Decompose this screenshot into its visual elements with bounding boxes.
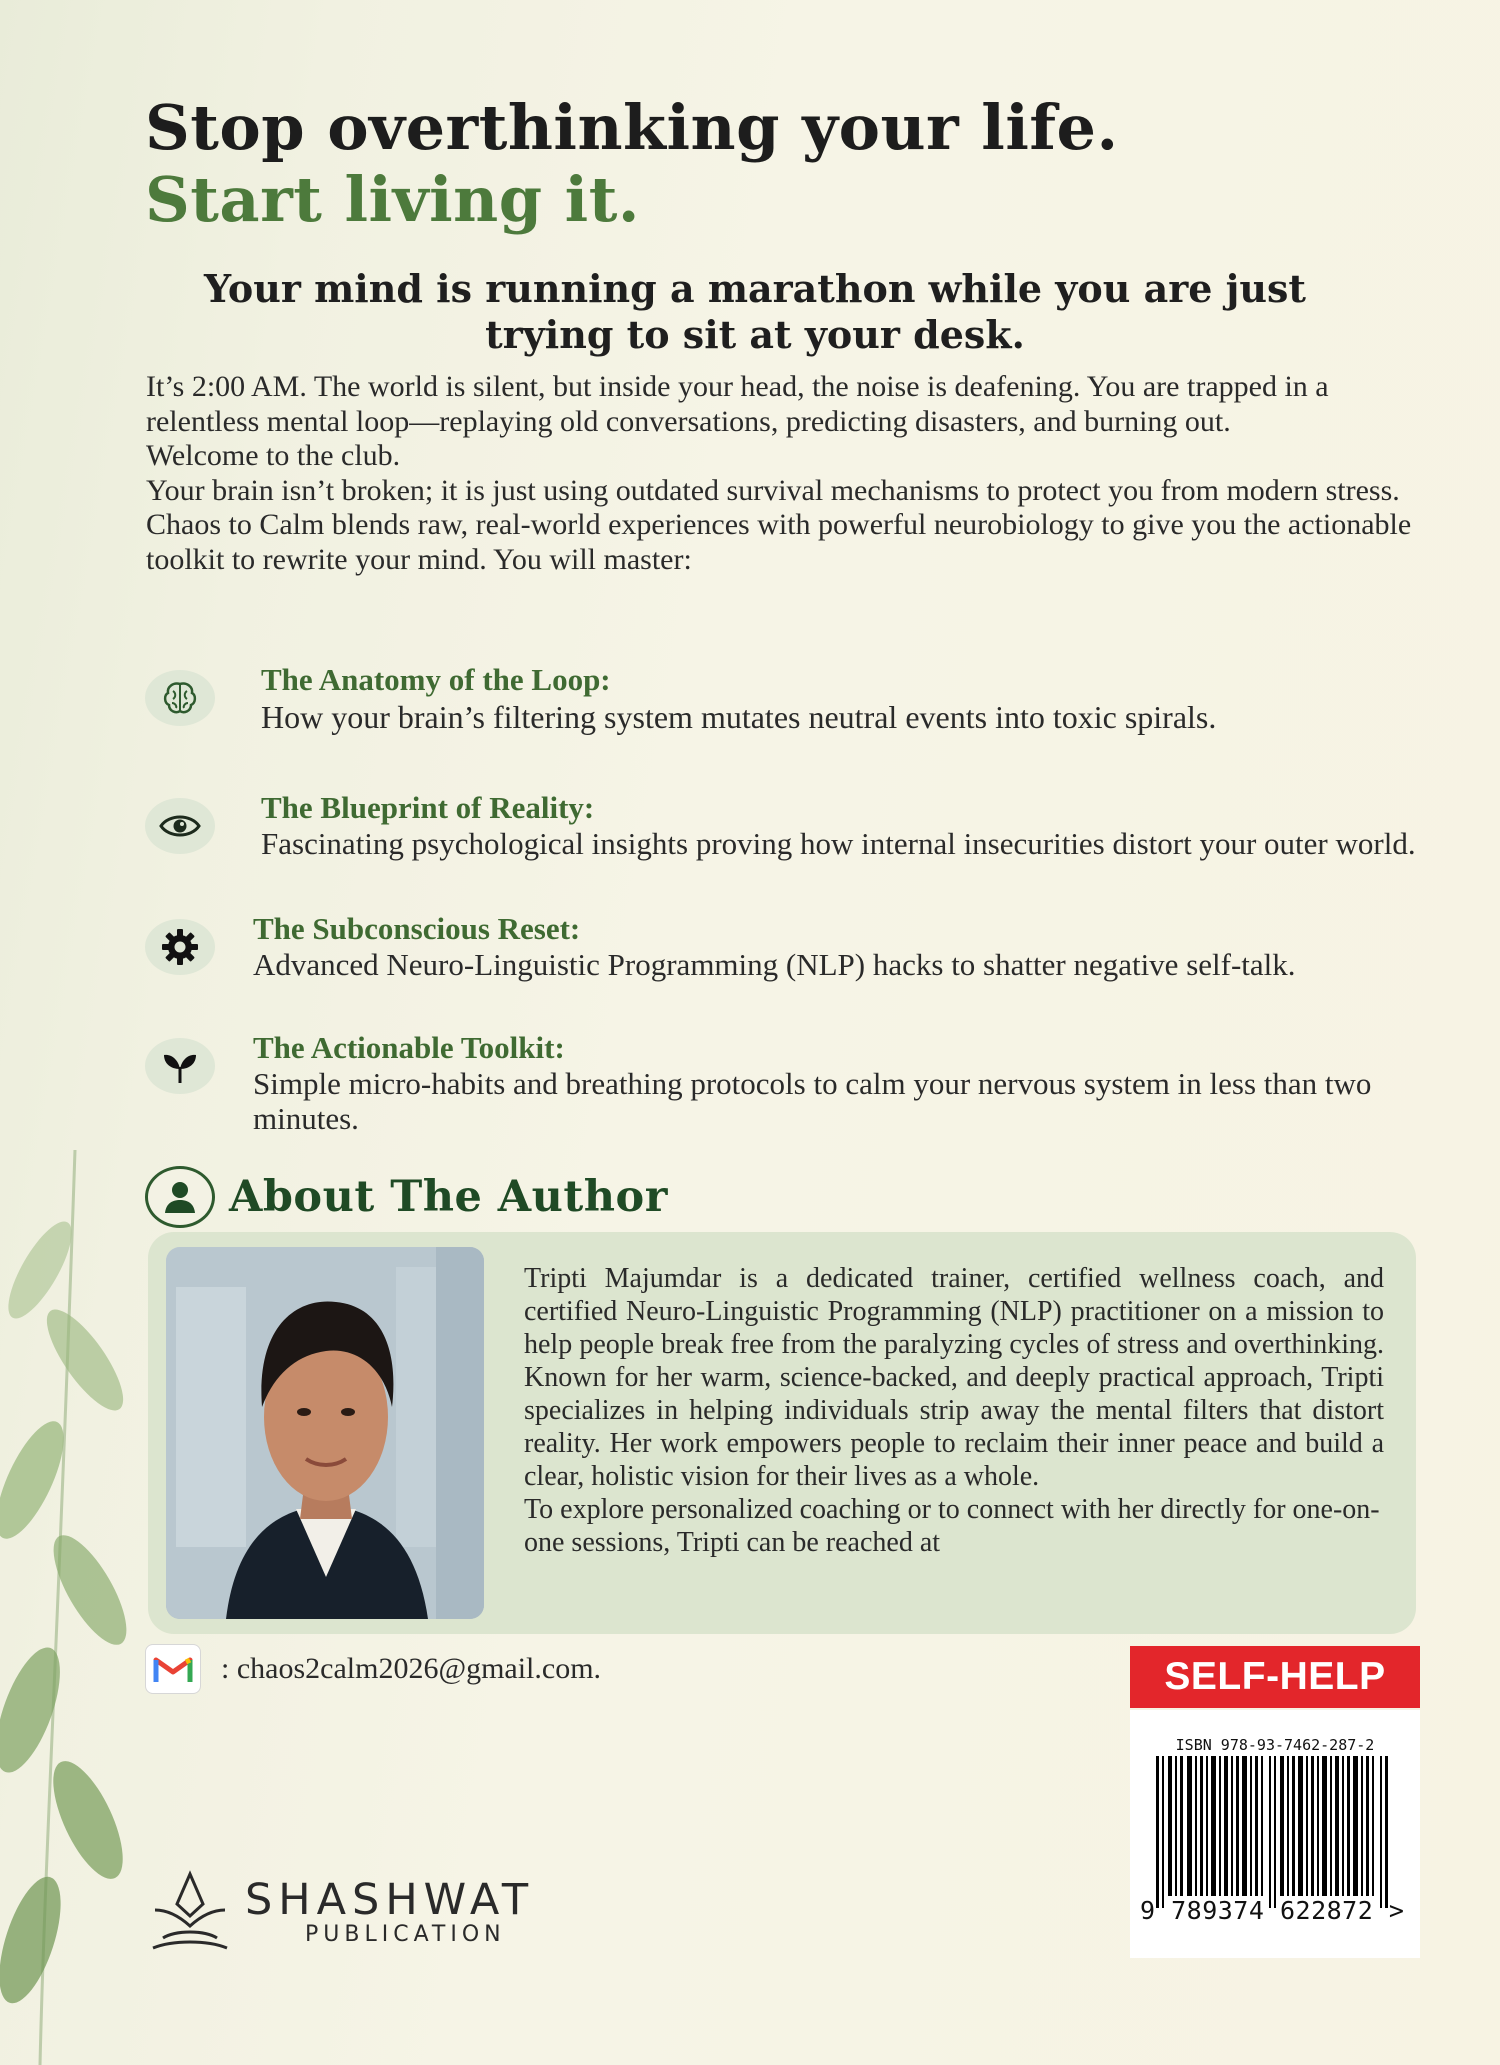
- intro-paragraph: Welcome to the club.: [146, 439, 401, 472]
- person-icon: [145, 1166, 215, 1228]
- headline-line-1: Stop overthinking your life.: [145, 91, 1119, 164]
- feature-title: The Anatomy of the Loop:: [261, 662, 611, 697]
- author-bio: [524, 1262, 1384, 1559]
- feature-title: The Subconscious Reset:: [253, 911, 581, 946]
- ean-number: 9 789374 622872 >: [1140, 1896, 1405, 1925]
- isbn-text: ISBN 978-93-7462-287-2: [1175, 1736, 1375, 1754]
- author-bio-paragraph: To explore personalized coaching or to connect with her directly for one-on-one sessions, Tripti can be reached at: [524, 1494, 1380, 1558]
- author-bio-paragraph: Tripti Majumdar is a dedicated trainer, certified wellness coach, and certified Neuro-Linguistic Programming (NLP) practitioner on a mission to help people break free from the paralyzing cycles of stress and overthinking. Known for her warm, science-backed, and deeply practical approach, Tripti specializes in helping individuals strip away the mental filters that distort reality. Her work empowers people to reclaim their inner peace and build a clear, holistic vision for their lives as a whole.: [524, 1263, 1384, 1492]
- intro-paragraph: It’s 2:00 AM. The world is silent, but inside your head, the noise is deafening. You are trapped in a relentless mental loop—replaying old conversations, predicting disasters, and burning out.: [146, 370, 1329, 438]
- publisher-subtitle: PUBLICATION: [305, 1922, 506, 1947]
- intro-paragraph: Your brain isn’t broken; it is just using outdated survival mechanisms to protect you from modern stress.: [146, 473, 1400, 507]
- feature-item: [145, 790, 1420, 900]
- author-card: [148, 1232, 1416, 1634]
- eye-icon: [145, 798, 215, 854]
- feature-title: The Actionable Toolkit:: [253, 1030, 565, 1065]
- feature-description: How your brain’s filtering system mutates neutral events into toxic spirals.: [261, 699, 1217, 735]
- genre-badge: SELF-HELP: [1130, 1646, 1420, 1708]
- author-photo: [166, 1247, 484, 1619]
- author-heading: [145, 1166, 668, 1228]
- feature-item: [145, 1030, 1420, 1140]
- author-email: [145, 1644, 601, 1694]
- barcode-bars: [1144, 1756, 1406, 1908]
- gmail-icon: [145, 1644, 201, 1694]
- publisher-name: SHASHWAT: [245, 1875, 535, 1925]
- email-address[interactable]: : chaos2calm2026@gmail.com.: [221, 1652, 602, 1685]
- publisher-lotus-icon: [145, 1870, 235, 1956]
- gear-icon: [145, 919, 215, 975]
- feature-item: [145, 911, 1420, 1021]
- subheadline: Your mind is running a marathon while you are just trying to sit at your desk.: [204, 266, 1306, 357]
- intro-text: [146, 370, 1416, 577]
- barcode: [1130, 1710, 1420, 1958]
- intro-paragraph: Chaos to Calm blends raw, real-world experiences with powerful neurobiology to give you the actionable toolkit to rewrite your mind. You will master:: [146, 508, 1412, 576]
- brain-icon: [145, 670, 215, 726]
- leaf-decoration: [0, 1150, 150, 2065]
- headline-line-2: Start living it.: [145, 163, 640, 236]
- headline: [145, 92, 1119, 236]
- feature-title: The Blueprint of Reality:: [261, 790, 595, 825]
- feature-description: Advanced Neuro-Linguistic Programming (NLP) hacks to shatter negative self-talk.: [253, 947, 1296, 982]
- feature-description: Fascinating psychological insights proving how internal insecurities distort your outer world.: [261, 826, 1416, 861]
- author-heading-text: About The Author: [229, 1172, 668, 1222]
- feature-item: [145, 662, 1420, 780]
- sprout-icon: [145, 1038, 215, 1094]
- feature-description: Simple micro-habits and breathing protocols to calm your nervous system in less than two minutes.: [253, 1066, 1372, 1136]
- publisher-logo: [145, 1870, 534, 1956]
